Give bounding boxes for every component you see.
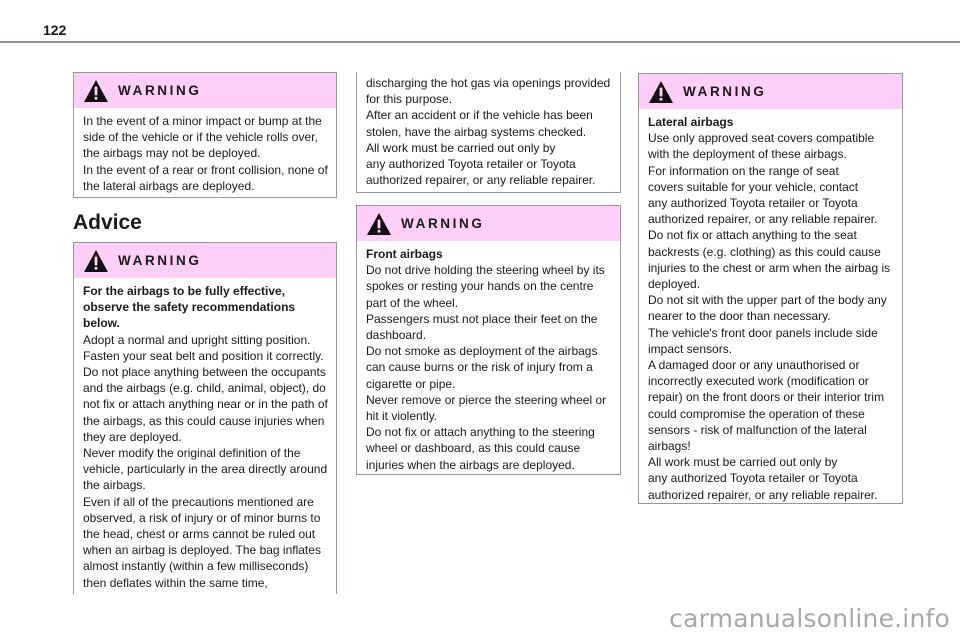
- body-line: Use only approved seat covers compatible: [648, 131, 875, 146]
- body-line: Fasten your seat belt and position it correctly.: [83, 348, 324, 363]
- body-line: the airbags.: [83, 478, 146, 493]
- body-line: the airbags, as this could cause injuries when: [83, 413, 325, 428]
- page-number: 122: [43, 22, 67, 38]
- body-line: Do not fix or attach anything to the seat: [648, 228, 857, 243]
- body-line: In the event of a rear or front collision, none of: [83, 162, 328, 177]
- body-line: sensors - risk of malfunction of the lateral: [648, 422, 867, 437]
- warning-title: WARNING: [683, 84, 767, 99]
- warning-title: WARNING: [118, 83, 202, 98]
- body-line: when an airbag is deployed. The bag inflates: [83, 543, 321, 558]
- body-line: Passengers must not place their feet on the: [366, 311, 598, 326]
- warning-title: WARNING: [401, 216, 485, 231]
- warning-box-advice-continued: [356, 72, 621, 193]
- body-bold-line: For the airbags to be fully effective,: [83, 284, 286, 298]
- body-line: In the event of a minor impact or bump at the: [83, 114, 322, 128]
- body-line: the lateral airbags are deployed.: [83, 178, 255, 193]
- body-line: observed, a risk of injury or of minor burns to: [83, 510, 321, 525]
- body-line: part of the wheel.: [366, 295, 459, 310]
- warning-header: [639, 74, 902, 109]
- body-line: Never modify the original definition of the: [83, 446, 301, 461]
- body-subtitle: Lateral airbags: [648, 115, 734, 129]
- warning-header: [74, 73, 336, 108]
- warning-triangle-icon: [367, 213, 391, 235]
- warning-body: [74, 278, 336, 597]
- body-line: A damaged door or any unauthorised or: [648, 358, 860, 373]
- body-line: Do not fix or attach anything to the steering: [366, 425, 595, 440]
- body-line: almost instantly (within a few milliseconds): [83, 559, 309, 574]
- body-line: wheel or dashboard, as this could cause: [366, 441, 581, 456]
- body-line: could compromise the operation of these: [648, 406, 865, 421]
- body-line: backrests (e.g. clothing) as this could cause: [648, 244, 881, 259]
- body-line: not fix or attach anything near or in the path of: [83, 397, 328, 412]
- body-line: authorized repairer, or any reliable repairer.: [366, 173, 596, 188]
- warning-body: [357, 241, 620, 479]
- body-line: Adopt a normal and upright sitting position.: [83, 332, 311, 347]
- body-subtitle: Front airbags: [366, 247, 443, 261]
- body-line: injuries when the airbags are deployed.: [366, 457, 575, 472]
- header-rule: [0, 41, 960, 43]
- warning-title: WARNING: [118, 253, 202, 268]
- body-line: hit it violently.: [366, 409, 438, 424]
- body-line: then deflates within the same time,: [83, 575, 268, 590]
- warning-header: [74, 243, 336, 278]
- body-bold-line: observe the safety recommendations: [83, 300, 296, 315]
- body-line: authorized repairer, or any reliable repairer.: [648, 487, 878, 502]
- body-line: deployed.: [648, 277, 701, 292]
- body-line: and the airbags (e.g. child, animal, object), do: [83, 381, 326, 396]
- warning-header: [357, 206, 620, 241]
- body-line: any authorized Toyota retailer or Toyota: [366, 157, 576, 172]
- body-line: impact sensors.: [648, 341, 733, 356]
- body-line: stolen, have the airbag systems checked.: [366, 124, 587, 139]
- body-line: covers suitable for your vehicle, contact: [648, 179, 859, 194]
- body-line: After an accident or if the vehicle has been: [366, 108, 593, 123]
- body-line: authorized repairer, or any reliable repairer.: [648, 212, 878, 227]
- warning-triangle-icon: [84, 250, 108, 272]
- body-line: repair) on the front doors or their interior trim: [648, 390, 885, 405]
- body-line: discharging the hot gas via openings provided: [366, 76, 611, 90]
- warning-triangle-icon: [84, 80, 108, 102]
- body-line: any authorized Toyota retailer or Toyota: [648, 196, 858, 211]
- body-line: airbags!: [648, 439, 691, 454]
- warning-box-side-impact: [73, 72, 337, 198]
- body-line: spokes or resting your hands on the centre: [366, 279, 594, 294]
- warning-box-lateral-airbags: [638, 73, 903, 504]
- body-line: vehicle, particularly in the area directly around: [83, 462, 328, 477]
- body-line: dashboard.: [366, 328, 427, 343]
- body-line: any authorized Toyota retailer or Toyota: [648, 471, 858, 486]
- body-line: the airbags may not be deployed.: [83, 146, 261, 161]
- body-bold-line: below.: [83, 316, 120, 331]
- section-heading-advice: Advice: [73, 211, 142, 234]
- body-line: nearer to the door than necessary.: [648, 309, 831, 324]
- body-line: the head, chest or arms cannot be ruled out: [83, 527, 316, 542]
- body-line: Do not smoke as deployment of the airbags: [366, 344, 598, 359]
- warning-box-front-airbags: [356, 205, 621, 475]
- body-line: side of the vehicle or if the vehicle rolls over,: [83, 130, 318, 145]
- body-line: Never remove or pierce the steering wheel or: [366, 392, 607, 407]
- warning-body: [74, 108, 336, 200]
- body-line: All work must be carried out only by: [366, 140, 556, 155]
- body-line: injuries to the chest or arm when the airbag is: [648, 260, 891, 275]
- body-line: cigarette or pipe.: [366, 376, 456, 391]
- body-line: Do not place anything between the occupants: [83, 365, 326, 380]
- body-line: can cause burns or the risk of injury from a: [366, 360, 593, 375]
- body-line: The vehicle's front door panels include side: [648, 325, 878, 340]
- body-line: they are deployed.: [83, 429, 182, 444]
- body-line: For information on the range of seat: [648, 163, 839, 178]
- body-line: with the deployment of these airbags.: [648, 147, 847, 162]
- warning-triangle-icon: [649, 81, 673, 103]
- body-line: All work must be carried out only by: [648, 455, 838, 470]
- watermark-link[interactable]: carmanualsonline.info: [669, 604, 950, 633]
- warning-body: [639, 109, 902, 509]
- body-line: incorrectly executed work (modification or: [648, 374, 869, 389]
- body-line: Do not drive holding the steering wheel by its: [366, 263, 605, 278]
- body-line: Do not sit with the upper part of the body any: [648, 293, 887, 308]
- warning-box-advice: [73, 242, 337, 594]
- body-line: for this purpose.: [366, 92, 453, 107]
- warning-body: [357, 72, 620, 194]
- body-line: Even if all of the precautions mentioned are: [83, 494, 314, 509]
